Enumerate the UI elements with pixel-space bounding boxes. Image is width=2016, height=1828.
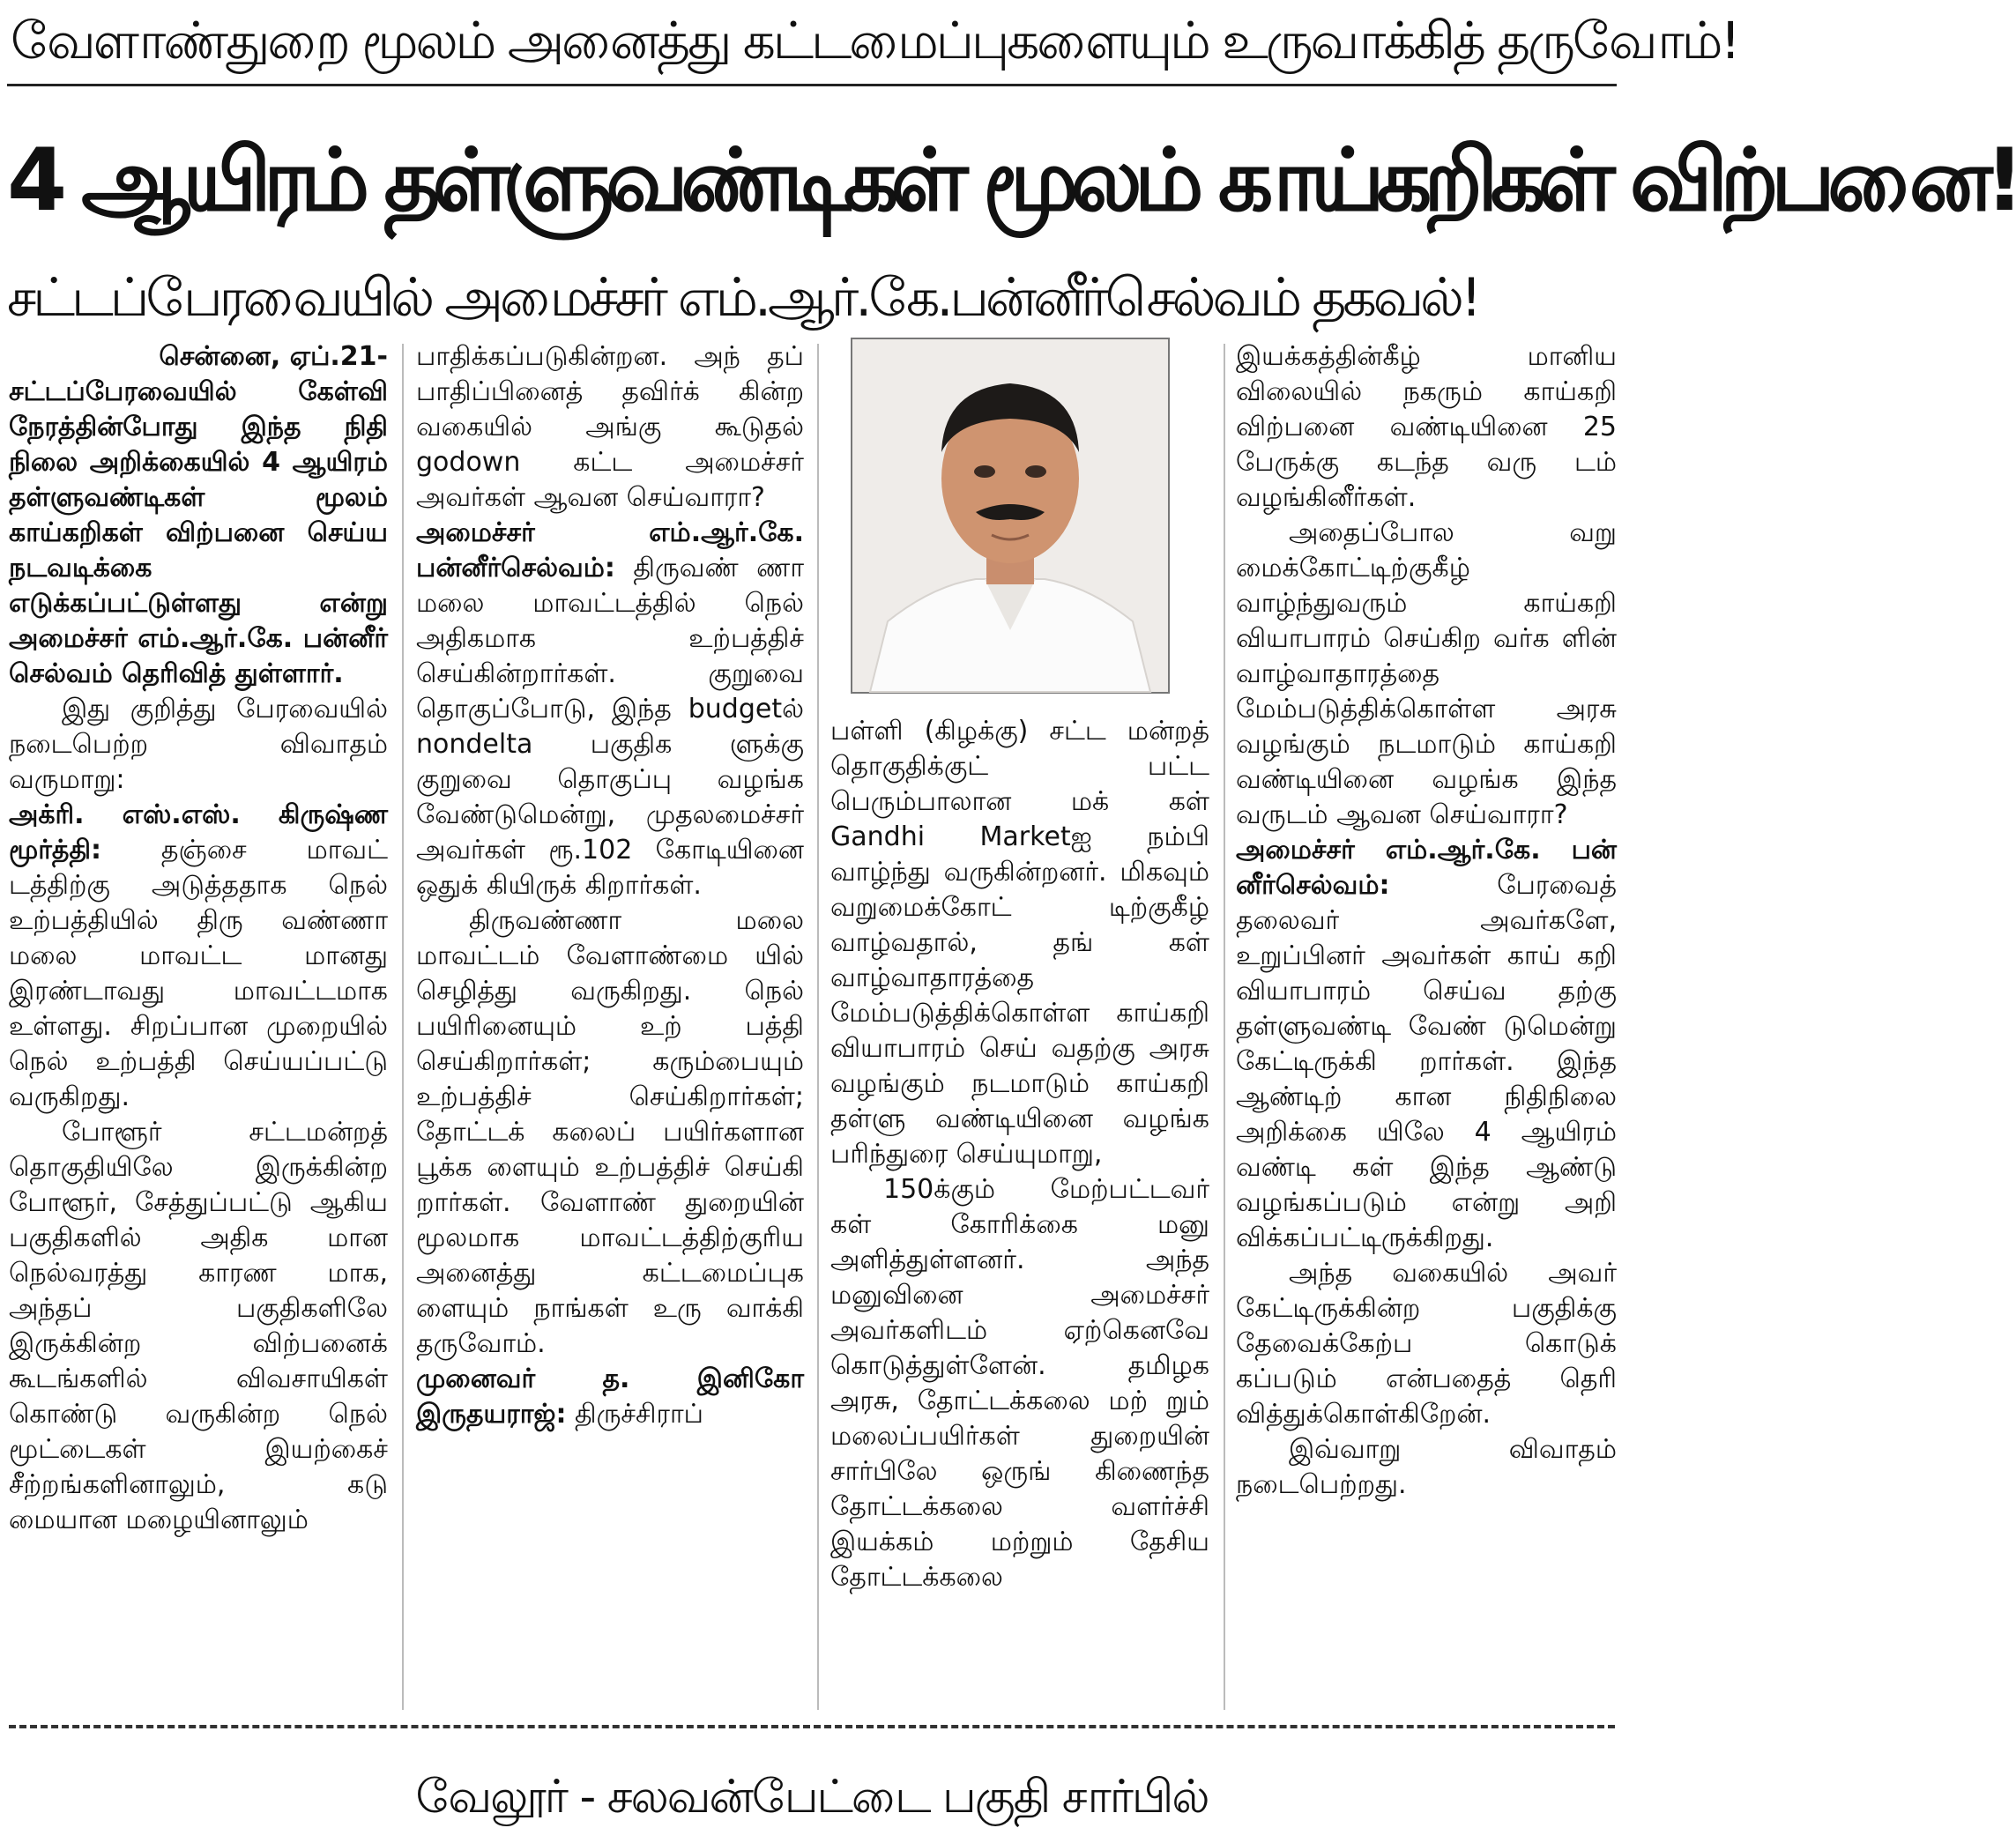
article-column-3 <box>830 714 1209 1802</box>
paragraph: 150க்கும் மேற்பட்டவர் கள் கோரிக்கை மனு அளித்துள்ளனர். அந்த மனுவினை அமைச்சர் அவர்களிடம் ஏற்கெனவே கொடுத்துள்ளேன். தமிழக அரசு, தோட்டக்கலை மற் றும் மலைப்பயிர்கள் துறையின் சார்பிலே ஒருங் கிணைந்த தோட்டக்கலை வளர்ச்சி இயக்கம் மற்றும் தேசிய தோட்டக்கலை <box>830 1174 1209 1593</box>
paragraph: அதைப்போல வறு மைக்கோட்டிற்குகீழ் வாழ்ந்துவரும் காய்கறி வியாபாரம் செய்கிற வர்க ளின் வாழ்வாதாரத்தை மேம்படுத்திக்கொள்ள அரசு வழங்கும் நடமாடும் காய்கறி வண்டியினை வழங்க இந்த வருடம் ஆவன செய்வாரா? <box>1236 517 1617 830</box>
lead-paragraph: சட்டப்பேரவையில் கேள்வி நேரத்தின்போது இந்த நிதி நிலை அறிக்கையில் 4 ஆயிரம் தள்ளுவண்டிகள் மூலம் காய்கறிகள் விற்பனை செய்ய நடவடிக்கை எடுக்கப்பட்டுள்ளது என்று அமைச்சர் எம்.ஆர்.கே. பன்னீர் செல்வம் தெரிவித் துள்ளார். <box>9 376 388 689</box>
main-headline: 4 ஆயிரம் தள்ளுவண்டிகள் மூலம் காய்கறிகள் விற்பனை! <box>7 130 2016 231</box>
speaker-paragraph <box>416 1362 804 1432</box>
dateline: சென்னை, ஏப்.21- <box>159 341 388 372</box>
speaker-paragraph <box>9 798 388 1115</box>
speech-text: திருச்சிராப் <box>574 1399 703 1430</box>
speaker-name: அமைச்சர் எம்.ஆர்.கே. பன் னீர்செல்வம்: <box>1236 835 1617 901</box>
paragraph: இவ்வாறு விவாதம் நடைபெற்றது. <box>1236 1434 1617 1500</box>
paragraph: பாதிக்கப்படுகின்றன. அந் தப் பாதிப்பினைத் தவிர்க் கின்ற வகையில் அங்கு கூடுதல் godown கட்ட அமைச்சர் அவர்கள் ஆவன செய்வாரா? <box>416 341 804 513</box>
speech-text: தஞ்சை மாவட் டத்திற்கு அடுத்ததாக நெல் உற்பத்தியில் திரு வண்ணா மலை மாவட்ட மானது இரண்டாவது மாவட்டமாக உள்ளது. சிறப்பான முறையில் நெல் உற்பத்தி செய்யப்பட்டு வருகிறது. <box>9 835 388 1112</box>
speaker-paragraph <box>1236 833 1617 1256</box>
speaker-name: முனைவர் த. இனிகோ இருதயராஜ்: <box>416 1364 804 1430</box>
paragraph: அந்த வகையில் அவர் கேட்டிருக்கின்ற பகுதிக்கு தேவைக்கேற்ப கொடுக் கப்படும் என்பதைத் தெரி வித்துக்கொள்கிறேன். <box>1236 1258 1617 1430</box>
portrait-photo-icon <box>852 339 1168 692</box>
portrait-photo <box>851 338 1170 694</box>
footer-heading: வேலூர் - சலவன்பேட்டை பகுதி சார்பில் <box>415 1771 1209 1824</box>
column-divider <box>402 344 404 1710</box>
speaker-name: அமைச்சர் எம்.ஆர்.கே. பன்னீர்செல்வம்: <box>416 517 804 583</box>
speaker-name: அக்ரி. எஸ்.எஸ். கிருஷ்ண மூர்த்தி: <box>9 799 388 866</box>
paragraph: இது குறித்து பேரவையில் நடைபெற்ற விவாதம் வருமாறு: <box>9 694 388 795</box>
article-column-2 <box>416 339 804 1802</box>
top-rule <box>7 84 1617 86</box>
paragraph: திருவண்ணா மலை மாவட்டம் வேளாண்மை யில் செழித்து வருகிறது. நெல் பயிரினையும் உற் பத்தி செய்கிறார்கள்; கரும்பையும் உற்பத்திச் செய்கிறார்கள்; தோட்டக் கலைப் பயிர்களான பூக்க ளையும் உற்பத்திச் செய்கி றார்கள். வேளாண் துறையின் மூலமாக மாவட்டத்திற்குரிய அனைத்து கட்டமைப்புக ளையும் நாங்கள் உரு வாக்கி தருவோம். <box>416 905 804 1359</box>
article-column-4 <box>1236 339 1617 1802</box>
speaker-paragraph <box>416 516 804 903</box>
kicker-heading: வேளாண்துறை மூலம் அனைத்து கட்டமைப்புகளையும் உருவாக்கித் தருவோம்! <box>11 11 1738 71</box>
paragraph: பள்ளி (கிழக்கு) சட்ட மன்றத் தொகுதிக்குட் பட்ட பெரும்பாலான மக் கள் Gandhi Marketஐ நம்பி வாழ்ந்து வருகின்றனர். மிகவும் வறுமைக்கோட் டிற்குகீழ் வாழ்வதால், தங் கள் வாழ்வாதாரத்தை மேம்படுத்திக்கொள்ள காய்கறி வியாபாரம் செய் வதற்கு அரசு வழங்கும் நடமாடும் காய்கறி தள்ளு வண்டியினை வழங்க பரிந்துரை செய்யுமாறு, <box>830 716 1209 1170</box>
sub-headline: சட்டப்பேரவையில் அமைச்சர் எம்.ஆர்.கே.பன்னீர்செல்வம் தகவல்! <box>7 267 1479 329</box>
speech-text: பேரவைத் தலைவர் அவர்களே, உறுப்பினர் அவர்கள் காய் கறி வியாபாரம் செய்வ தற்கு தள்ளுவண்டி வேண் டுமென்று கேட்டிருக்கி றார்கள். இந்த ஆண்டிற் கான நிதிநிலை அறிக்கை யிலே 4 ஆயிரம் வண்டி கள் இந்த ஆண்டு வழங்கப்படும் என்று அறி விக்கப்பட்டிருக்கிறது. <box>1236 870 1617 1253</box>
column-divider <box>1224 344 1225 1710</box>
paragraph: இயக்கத்தின்கீழ் மானிய விலையில் நகரும் காய்கறி விற்பனை வண்டியினை 25 பேருக்கு கடந்த வரு டம் வழங்கினீர்கள். <box>1236 341 1617 513</box>
dashed-divider <box>9 1725 1615 1728</box>
paragraph: போளூர் சட்டமன்றத் தொகுதியிலே இருக்கின்ற போளூர், சேத்துப்பட்டு ஆகிய பகுதிகளில் அதிக மான நெல்வரத்து காரண மாக, அந்தப் பகுதிகளிலே இருக்கின்ற விற்பனைக் கூடங்களில் விவசாயிகள் கொண்டு வருகின்ற நெல் மூட்டைகள் இயற்கைச் சீற்றங்களினாலும், கடு மையான மழையினாலும் <box>9 1117 388 1535</box>
article-column-1 <box>9 339 388 1802</box>
column-divider <box>817 344 819 1710</box>
speech-text: திருவண் ணா மலை மாவட்டத்தில் நெல் அதிகமாக உற்பத்திச் செய்கின்றார்கள். குறுவை தொகுப்போடு, இந்த budgetல் nondelta பகுதிக ளுக்கு குறுவை தொகுப்பு வழங்க வேண்டுமென்று, முதலமைச்சர் அவர்கள் ரூ.102 கோடியினை ஒதுக் கியிருக் கிறார்கள். <box>416 553 804 901</box>
